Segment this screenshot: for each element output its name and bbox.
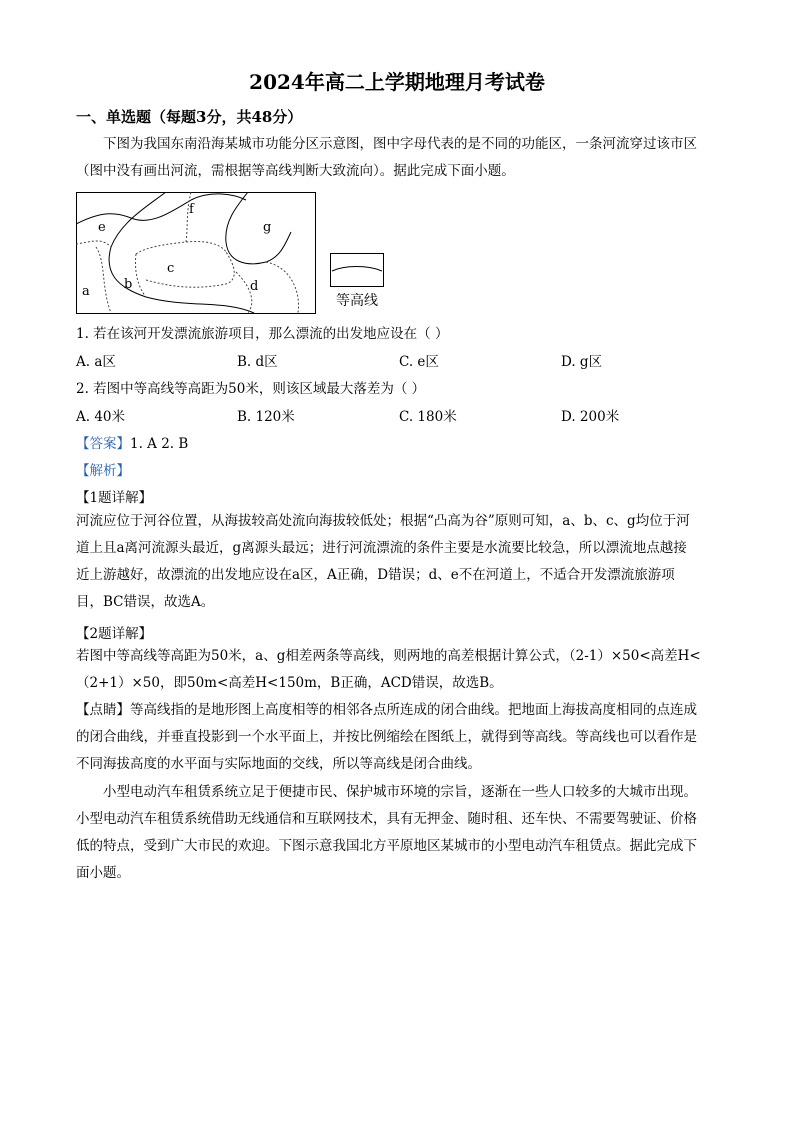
detail2-heading: 【2题详解】 [76,626,153,642]
answer-text: 1. A 2. B [130,436,189,452]
zone-d-label: d [250,279,259,294]
q1-option-a: A. a区 [76,354,116,370]
contour-legend-icon [330,253,384,291]
intro2-line: 小型电动汽车租赁系统立足于便捷市民、保护城市环境的宗旨，逐渐在一些人口较多的大城市出现。 [103,784,697,800]
detail2-line: （2+1）×50，即50m<高差H<150m，B正确，ACD错误，故选B。 [76,675,503,691]
intro1-line1: 下图为我国东南沿海某城市功能分区示意图，图中字母代表的是不同的功能区，一条河流穿过该市区 [103,136,697,152]
q1-option-d: D. g区 [561,354,603,370]
section-heading: 一、单选题（每题3分，共48分） [76,108,303,126]
q2-option-b: B. 120米 [237,409,295,425]
q2-option-d: D. 200米 [561,409,620,425]
dianjing-tag: 【点睛】 [76,702,130,718]
detail1-paragraph [76,508,722,616]
intro2-line: 低的特点，受到广大市民的欢迎。下图示意我国北方平原地区某城市的小型电动汽车租赁点。据此完成下 [76,838,697,854]
legend-label: 等高线 [336,293,378,309]
dianjing-line: 不同海拔高度的水平面与实际地面的交线，所以等高线是闭合曲线。 [76,756,481,772]
zone-e-label: e [98,220,106,235]
intro1-line2: （图中没有画出河流，需根据等高线判断大致流向）。据此完成下面小题。 [76,163,515,179]
intro2-line: 小型电动汽车租赁系统借助无线通信和互联网技术，具有无押金、随时租、还车快、不需要驾驶证、价格 [76,811,697,827]
answer-tag: 【答案】 [76,436,130,452]
q2-stem: 2. 若图中等高线等高距为50米，则该区域最大落差为（ ） [76,381,426,397]
q1-stem: 1. 若在该河开发漂流旅游项目，那么漂流的出发地应设在（ ） [76,326,449,342]
dianjing-paragraph [76,697,722,778]
page-title: 2024年高二上学期地理月考试卷 [249,70,545,94]
detail1-heading: 【1题详解】 [76,490,153,506]
zone-c-label: c [167,261,175,276]
detail1-line: 目，BC错误，故选A。 [76,594,215,610]
detail1-line: 河流应位于河谷位置，从海拔较高处流向海拔较低处；根据“凸高为谷”原则可知，a、b、c、g均位于河 [76,513,690,529]
q1-option-c: C. e区 [399,354,439,370]
function-zone-map [76,192,316,318]
detail2-paragraph [76,643,722,697]
detail1-line: 近上游越好，故漂流的出发地应设在a区，A正确，D错误；d、e不在河道上，不适合开发漂流旅游项 [76,567,675,583]
dianjing-line: 【点睛】等高线指的是地形图上高度相等的相邻各点所连成的闭合曲线。把地面上海拔高度相同的点连成 [76,702,697,718]
dianjing-line: 的闭合曲线，并垂直投影到一个水平面上，并按比例缩绘在图纸上，就得到等高线。等高线也可以看作是 [76,729,697,745]
intro-paragraph-2 [76,779,722,887]
q1-option-b: B. d区 [237,354,278,370]
zone-f-label: f [189,202,194,217]
q2-option-a: A. 40米 [76,409,126,425]
zone-a-label: a [82,284,90,299]
detail1-line: 道上且a离河流源头最近，g离源头最远；进行河流漂流的条件主要是水流要比较急，所以漂流地点越接 [76,540,687,556]
intro2-line: 面小题。 [76,865,130,881]
zone-g-label: g [263,220,272,235]
detail2-line: 若图中等高线等高距为50米，a、g相差两条等高线，则两地的高差根据计算公式，（2-1）×50<高差H< [76,648,701,664]
answer-line [76,432,188,452]
analysis-tag: 【解析】 [76,463,130,479]
zone-b-label: b [124,277,133,292]
q2-option-c: C. 180米 [399,409,457,425]
intro-paragraph-1 [76,131,722,185]
